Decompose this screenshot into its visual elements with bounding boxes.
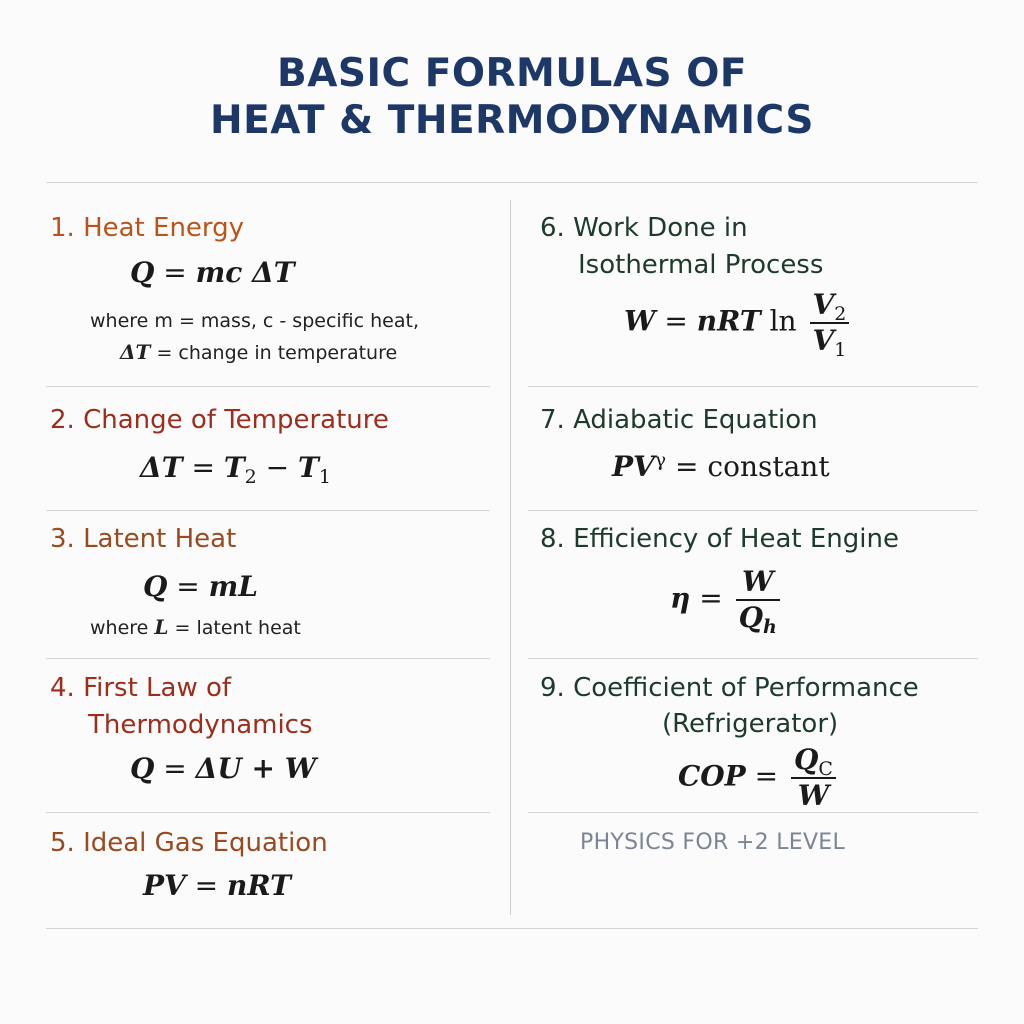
note-latent-heat: where L = latent heat [90,615,301,639]
left-divider-4 [46,812,490,813]
formula-work-done: W = nRT ln $\frac{V_2}{V_1}$ [624,290,849,356]
heading-change-of-temperature: 2. Change of Temperature [50,405,389,435]
heading-cop-line-2: (Refrigerator) [662,709,839,739]
heading-work-done-line-1: 6. Work Done in [540,213,748,243]
formula-first-law: Q = ΔU + W [130,752,317,785]
left-divider-2 [46,510,490,511]
formula-change-of-temperature: $\Delta T = T_2 - T_1$ [140,451,331,488]
heading-latent-heat: 3. Latent Heat [50,524,237,554]
heading-work-done-line-2: Isothermal Process [578,250,824,280]
heading-first-law-line-1: 4. First Law of [50,673,232,703]
bottom-divider [46,928,978,929]
title-line-2: HEAT & THERMODYNAMICS [210,98,814,143]
right-divider-3 [528,658,978,659]
right-divider-2 [528,510,978,511]
formula-latent-heat: Q = mL [143,570,258,603]
heading-heat-energy: 1. Heat Energy [50,213,245,243]
left-divider-1 [46,386,490,387]
heading-adiabatic-equation: 7. Adiabatic Equation [540,405,818,435]
formula-heat-energy: Q = mc ΔT [130,256,295,289]
left-divider-3 [46,658,490,659]
column-divider [510,200,511,915]
title-line-1: BASIC FORMULAS OF [276,51,747,96]
fraction-volume-ratio: $\frac{V_2}{V_1}$ [810,290,850,356]
heading-ideal-gas-equation: 5. Ideal Gas Equation [50,828,328,858]
fraction-work-over-heat: $\frac{W}{Q_h}$ [736,567,780,633]
heading-cop-line-1: 9. Coefficient of Performance [540,673,919,703]
heading-first-law-line-2: Thermodynamics [88,710,313,740]
page-title [0,50,1024,144]
formula-cop: COP = $\frac{Q_C}{W}$ [678,745,836,811]
right-divider-4 [528,812,978,813]
formula-adiabatic: $PV^\gamma$ = constant [612,449,830,483]
top-divider [46,182,978,183]
formula-efficiency: η = $\frac{W}{Q_h}$ [670,567,780,633]
formula-ideal-gas: PV = nRT [143,869,292,902]
note-heat-energy-line-2: ΔT = change in temperature [120,340,398,364]
heading-efficiency-heat-engine: 8. Efficiency of Heat Engine [540,524,899,554]
fraction-cold-heat-over-work: $\frac{Q_C}{W}$ [791,745,836,811]
right-divider-1 [528,386,978,387]
note-heat-energy-line-1: where m = mass, c - specific heat, [90,310,420,332]
footer-level-label: PHYSICS FOR +2 LEVEL [580,830,846,855]
